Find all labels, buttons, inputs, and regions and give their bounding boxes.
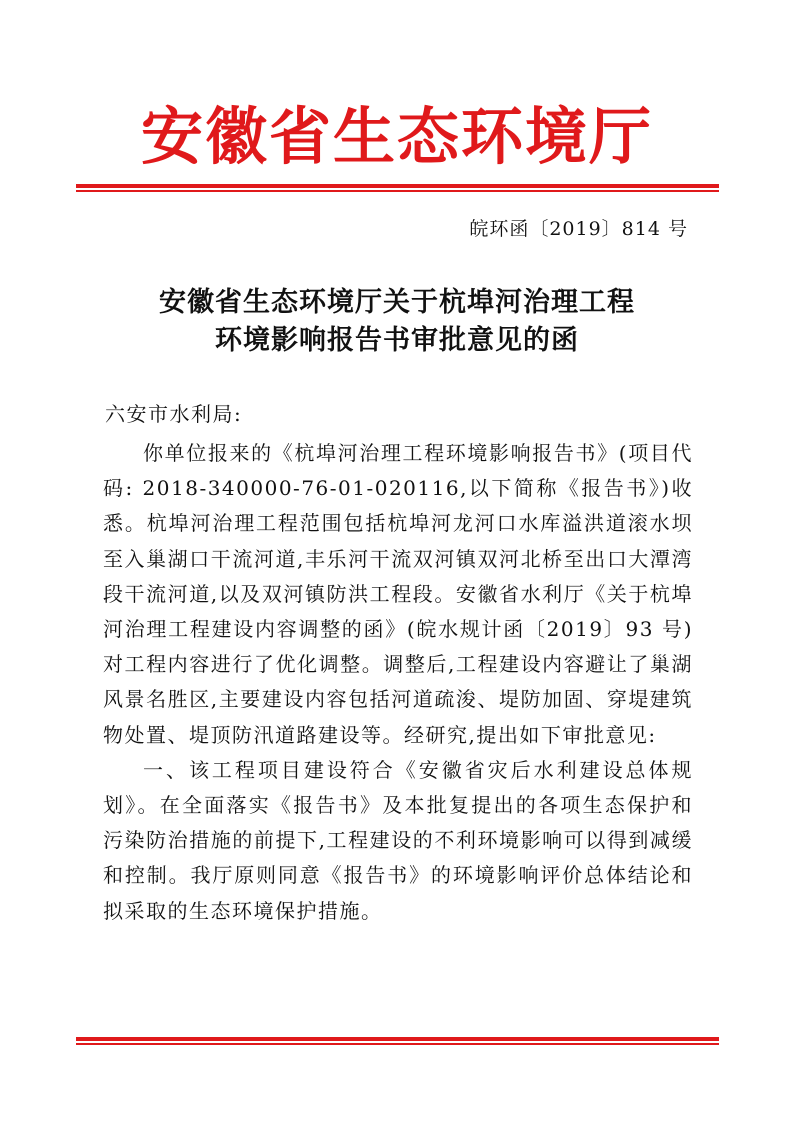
document-title-line-1: 安徽省生态环境厅关于杭埠河治理工程 [159, 287, 635, 318]
body-paragraph: 一、该工程项目建设符合《安徽省灾后水利建设总体规划》。在全面落实《报告书》及本批复提出的各项生态保护和污染防治措施的前提下,工程建设的不利环境影响可以得到减缓和控制。我厅原则同意《报告书》的环境影响评价总体结论和拟采取的生态环境保护措施。 [103, 757, 693, 923]
document-body [103, 436, 693, 929]
page-divider-bottom [76, 1037, 719, 1045]
body-paragraph: 你单位报来的《杭埠河治理工程环境影响报告书》(项目代码: 2018-340000-76-01-020116,以下简称《报告书》)收悉。杭埠河治理工程范围包括杭埠河龙河口水库溢洪道滚水坝至入巢湖口干流河道,丰乐河干流双河镇双河北桥至出口大潭湾段干流河道,以及双河镇防洪工程段。安徽省水利厅《关于杭埠河治理工程建设内容调整的函》(皖水规计函〔2019〕93 号)对工程内容进行了优化调整。调整后,工程建设内容避让了巢湖风景名胜区,主要建设内容包括河道疏浚、堤防加固、穿堤建筑物处置、堤顶防汛道路建设等。经研究,提出如下审批意见: [103, 441, 693, 747]
letterhead-divider-top [76, 184, 719, 192]
document-number: 皖环函〔2019〕814 号 [469, 218, 688, 240]
agency-letterhead-title: 安徽省生态环境厅 [140, 100, 653, 173]
recipient-salutation: 六安市水利局: [105, 402, 243, 426]
document-title [0, 284, 794, 360]
document-title-line-2: 环境影响报告书审批意见的函 [215, 325, 579, 356]
